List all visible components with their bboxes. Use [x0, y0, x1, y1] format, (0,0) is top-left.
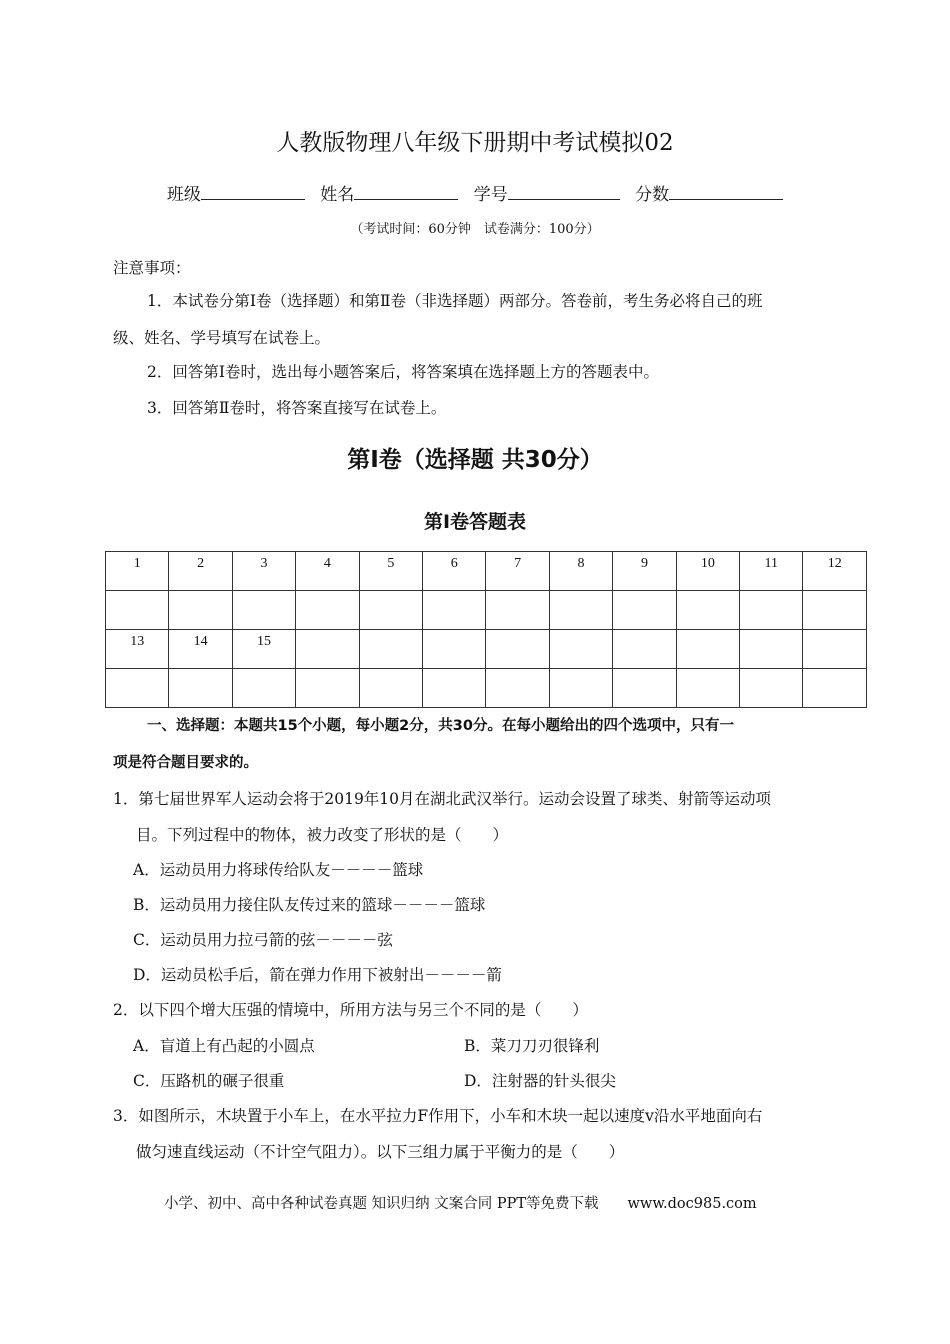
question-number-cell: 8	[549, 552, 612, 591]
question-1-stem-line-1: 1．第七届世界军人运动会将于2019年10月在湖北武汉举行。运动会设置了球类、射箭等运动项	[113, 790, 772, 808]
instructions-line-1: 一、选择题：本题共15个小题，每小题2分，共30分。在每小题给出的四个选项中，只有一	[147, 718, 734, 734]
question-1-stem-line-2: 目。下列过程中的物体，被力改变了形状的是（ ）	[136, 826, 509, 844]
question-number-cell: 6	[423, 552, 486, 591]
question-number-cell: 4	[296, 552, 359, 591]
question-number-cell: 5	[359, 552, 422, 591]
question-number-cell: 12	[803, 552, 867, 591]
name-label: 姓名	[320, 185, 355, 205]
empty-cell	[740, 669, 803, 708]
question-number-cell: 11	[740, 552, 803, 591]
question-1-option-c[interactable]: C．运动员用力拉弓箭的弦－－－－弦	[133, 931, 393, 949]
answer-cell[interactable]	[740, 591, 803, 630]
empty-cell	[296, 669, 359, 708]
notes-heading: 注意事项：	[113, 259, 191, 277]
empty-cell	[423, 669, 486, 708]
answer-table-answer-row	[106, 591, 867, 630]
question-2-option-a[interactable]: A．盲道上有凸起的小圆点	[133, 1037, 315, 1055]
answer-table-number-row	[106, 552, 867, 591]
empty-cell	[359, 630, 422, 669]
empty-cell	[803, 669, 867, 708]
page-footer: 小学、初中、高中各种试卷真题 知识归纳 文案合同 PPT等免费下载 www.doc985.com	[164, 1196, 757, 1212]
class-label: 班级	[166, 185, 201, 205]
answer-cell[interactable]	[549, 591, 612, 630]
question-1-option-a[interactable]: A．运动员用力将球传给队友－－－－篮球	[133, 861, 424, 879]
answer-cell[interactable]	[106, 669, 169, 708]
instructions-line-2: 项是符合题目要求的。	[113, 755, 258, 771]
empty-cell	[676, 630, 739, 669]
answer-cell[interactable]	[232, 669, 295, 708]
note-item-2: 2．回答第Ⅰ卷时，选出每小题答案后，将答案填在选择题上方的答题表中。	[147, 363, 659, 381]
empty-cell	[613, 630, 676, 669]
answer-table-answer-row	[106, 669, 867, 708]
answer-cell[interactable]	[423, 591, 486, 630]
answer-cell[interactable]	[232, 591, 295, 630]
question-1-option-d[interactable]: D．运动员松手后，箭在弹力作用下被射出－－－－箭	[133, 966, 502, 984]
answer-cell[interactable]	[169, 669, 232, 708]
answer-table-number-row	[106, 630, 867, 669]
answer-table	[105, 551, 867, 708]
answer-cell[interactable]	[676, 591, 739, 630]
score-field[interactable]	[669, 181, 783, 200]
question-number-cell: 14	[169, 630, 232, 669]
question-2-option-b[interactable]: B．菜刀刀刃很锋利	[464, 1037, 600, 1055]
answer-cell[interactable]	[613, 591, 676, 630]
question-2-option-d[interactable]: D．注射器的针头很尖	[464, 1072, 616, 1090]
question-3-stem-line-2: 做匀速直线运动（不计空气阻力）。以下三组力属于平衡力的是（ ）	[136, 1143, 625, 1161]
empty-cell	[486, 669, 549, 708]
note-item-1-line-1: 1．本试卷分第Ⅰ卷（选择题）和第Ⅱ卷（非选择题）两部分。答卷前，考生务必将自己的班	[147, 292, 763, 310]
note-item-3: 3．回答第Ⅱ卷时，将答案直接写在试卷上。	[147, 399, 447, 417]
class-field[interactable]	[201, 181, 305, 200]
question-number-cell: 10	[676, 552, 739, 591]
empty-cell	[676, 669, 739, 708]
empty-cell	[613, 669, 676, 708]
score-label: 分数	[635, 185, 670, 205]
question-2-stem: 2．以下四个增大压强的情境中，所用方法与另三个不同的是（ ）	[113, 1001, 588, 1019]
answer-cell[interactable]	[296, 591, 359, 630]
exam-time-info: （考试时间：60分钟 试卷满分：100分）	[350, 222, 600, 237]
empty-cell	[740, 630, 803, 669]
question-1-option-b[interactable]: B．运动员用力接住队友传过来的篮球－－－－篮球	[133, 896, 486, 914]
question-number-cell: 2	[169, 552, 232, 591]
question-number-cell: 9	[613, 552, 676, 591]
empty-cell	[486, 630, 549, 669]
question-number-cell: 15	[232, 630, 295, 669]
empty-cell	[423, 630, 486, 669]
empty-cell	[359, 669, 422, 708]
question-number-cell: 1	[106, 552, 169, 591]
question-number-cell: 13	[106, 630, 169, 669]
empty-cell	[803, 630, 867, 669]
section-1-title: 第Ⅰ卷（选择题 共30分）	[347, 447, 603, 473]
answer-table-title: 第Ⅰ卷答题表	[423, 511, 527, 533]
answer-cell[interactable]	[169, 591, 232, 630]
name-field[interactable]	[354, 181, 458, 200]
empty-cell	[549, 669, 612, 708]
question-number-cell: 7	[486, 552, 549, 591]
question-number-cell: 3	[232, 552, 295, 591]
empty-cell	[296, 630, 359, 669]
note-item-1-line-2: 级、姓名、学号填写在试卷上。	[113, 329, 331, 347]
student-id-field[interactable]	[508, 181, 620, 200]
student-id-label: 学号	[473, 185, 508, 205]
answer-cell[interactable]	[803, 591, 867, 630]
answer-cell[interactable]	[486, 591, 549, 630]
exam-title: 人教版物理八年级下册期中考试模拟02	[276, 130, 674, 156]
answer-cell[interactable]	[359, 591, 422, 630]
empty-cell	[549, 630, 612, 669]
question-2-option-c[interactable]: C．压路机的碾子很重	[133, 1072, 285, 1090]
student-info-fields	[0, 180, 950, 205]
answer-cell[interactable]	[106, 591, 169, 630]
question-3-stem-line-1: 3．如图所示，木块置于小车上，在水平拉力F作用下，小车和木块一起以速度v沿水平地面向右	[113, 1107, 763, 1125]
